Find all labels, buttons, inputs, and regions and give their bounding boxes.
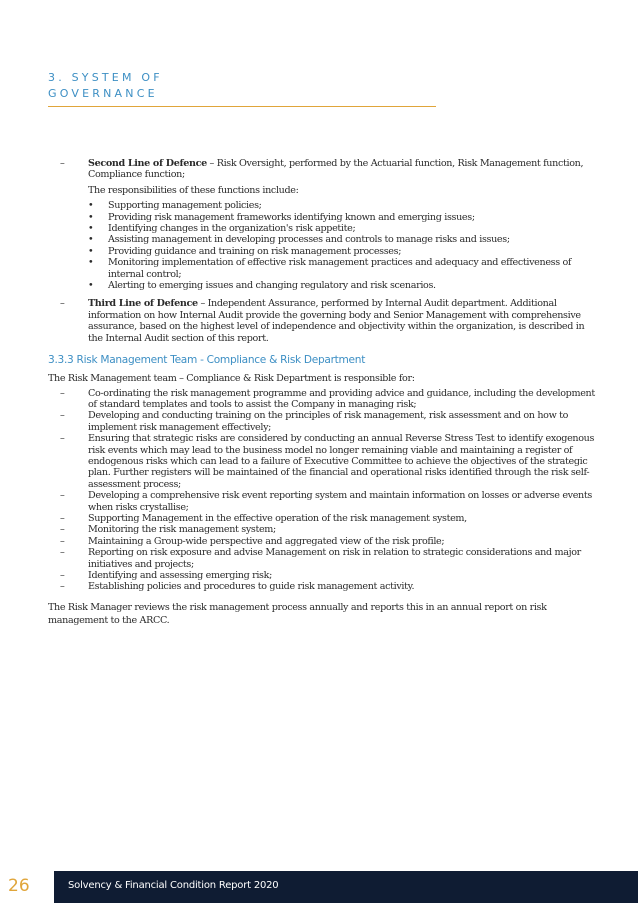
section-subheading: 3.3.3 Risk Management Team - Compliance & Risk Department — [48, 354, 366, 367]
third-line-title: Third Line of Defence — [88, 298, 198, 310]
team-responsibilities-list — [48, 388, 596, 593]
page-content — [48, 158, 596, 630]
dash-marker: – — [60, 410, 65, 422]
list-item-text: Co-ordinating the risk management programme and providing advice and guidance, including the development of standard templates and tools to assist the Company in managing risk; — [88, 387, 595, 410]
dash-marker: – — [60, 524, 65, 536]
dash-marker: – — [60, 512, 65, 524]
responsibilities-list — [88, 200, 596, 291]
dash-marker: – — [60, 387, 65, 399]
list-item-text: Developing a comprehensive risk event reporting system and maintain information on losses or adverse events when risks crystallise; — [88, 490, 592, 513]
list-item-text: Providing guidance and training on risk management processes; — [108, 245, 402, 257]
header-divider — [48, 106, 436, 107]
list-item — [48, 410, 596, 433]
dash-marker: – — [60, 490, 65, 502]
list-item-text: Supporting management policies; — [108, 200, 262, 212]
bullet-marker: • — [88, 245, 94, 257]
list-item — [88, 257, 596, 280]
dash-marker: – — [60, 570, 65, 581]
list-item-text: Supporting Management in the effective operation of the risk management system, — [88, 512, 467, 524]
section-header-line-1: 3. SYSTEM OF — [48, 71, 163, 84]
list-item-text: Identifying changes in the organization's risk appetite; — [108, 223, 356, 235]
list-item — [88, 280, 596, 291]
list-item — [48, 433, 596, 490]
list-item-text: Monitoring implementation of effective risk management practices and adequacy and effectiveness of internal control; — [108, 257, 572, 280]
list-item-text: Monitoring the risk management system; — [88, 524, 276, 536]
list-item-text: Reporting on risk exposure and advise Management on risk in relation to strategic considerations and major initiatives and projects; — [88, 547, 581, 570]
dash-marker: – — [60, 547, 65, 559]
bullet-marker: • — [88, 223, 94, 235]
list-item — [88, 234, 596, 245]
bullet-marker: • — [88, 234, 94, 246]
list-item — [48, 547, 596, 570]
list-item-text: Maintaining a Group-wide perspective and aggregated view of the risk profile; — [88, 535, 445, 547]
list-item — [48, 524, 596, 535]
third-line-of-defence-item — [48, 298, 596, 344]
list-item — [88, 212, 596, 223]
list-item — [88, 246, 596, 257]
list-item-text: Establishing policies and procedures to guide risk management activity. — [88, 581, 415, 593]
team-intro: The Risk Management team – Compliance & Risk Department is responsible for: — [48, 373, 415, 385]
page-number: 26 — [8, 876, 30, 896]
bullet-marker: • — [88, 257, 94, 269]
list-item-text: Ensuring that strategic risks are considered by conducting an annual Reverse Stress Test to identify exogenous risk events which may lead to the business model no longer remaining viable and maintaining a register of endogenous risks which can lead to a failure of Executive Committee to achieve the objectives of the strategic plan. Further registers will be maintained of the financial and operational risks identified through the risk self-assessment process; — [88, 433, 595, 490]
list-item — [48, 581, 596, 592]
list-item — [48, 513, 596, 524]
bullet-marker: • — [88, 200, 94, 212]
list-item-text: Identifying and assessing emerging risk; — [88, 570, 272, 581]
responsibilities-intro: The responsibilities of these functions include: — [88, 184, 299, 196]
page-footer — [0, 871, 638, 903]
list-item — [88, 223, 596, 234]
dash-marker: – — [60, 158, 65, 169]
list-item — [48, 570, 596, 581]
second-line-text: – Risk Oversight, performed by the Actuarial function, Risk Management function, Compliance function; — [88, 158, 584, 181]
list-item-text: Alerting to emerging issues and changing regulatory and risk scenarios. — [108, 280, 436, 292]
list-item — [48, 490, 596, 513]
bullet-marker: • — [88, 280, 94, 292]
second-line-title: Second Line of Defence — [88, 158, 207, 169]
list-item-text: Providing risk management frameworks identifying known and emerging issues; — [108, 211, 475, 223]
third-line-text: – Independent Assurance, performed by Internal Audit department. Additional information on how Internal Audit provide the governing body and Senior Management with comprehensive assurance, based on the highest level of independence and objectivity within the organization, is described in the Internal Audit section of this report. — [88, 298, 585, 344]
section-header — [48, 70, 163, 102]
dash-marker: – — [60, 581, 65, 593]
section-header-line-2: GOVERNANCE — [48, 87, 158, 100]
list-item-text: Developing and conducting training on the principles of risk management, risk assessment and on how to implement risk management effectively; — [88, 410, 569, 433]
list-item — [88, 200, 596, 211]
closing-paragraph: The Risk Manager reviews the risk management process annually and reports this in an annual report on risk management to the ARCC. — [48, 601, 547, 626]
dash-marker: – — [60, 535, 65, 547]
dash-marker: – — [60, 298, 65, 310]
footer-title: Solvency & Financial Condition Report 2020 — [68, 880, 279, 891]
list-item — [48, 388, 596, 411]
bullet-marker: • — [88, 211, 94, 223]
list-item — [48, 536, 596, 547]
lines-of-defence-list — [48, 158, 596, 344]
dash-marker: – — [60, 433, 65, 445]
list-item-text: Assisting management in developing processes and controls to manage risks and issues; — [108, 234, 510, 246]
second-line-of-defence-item — [48, 158, 596, 291]
